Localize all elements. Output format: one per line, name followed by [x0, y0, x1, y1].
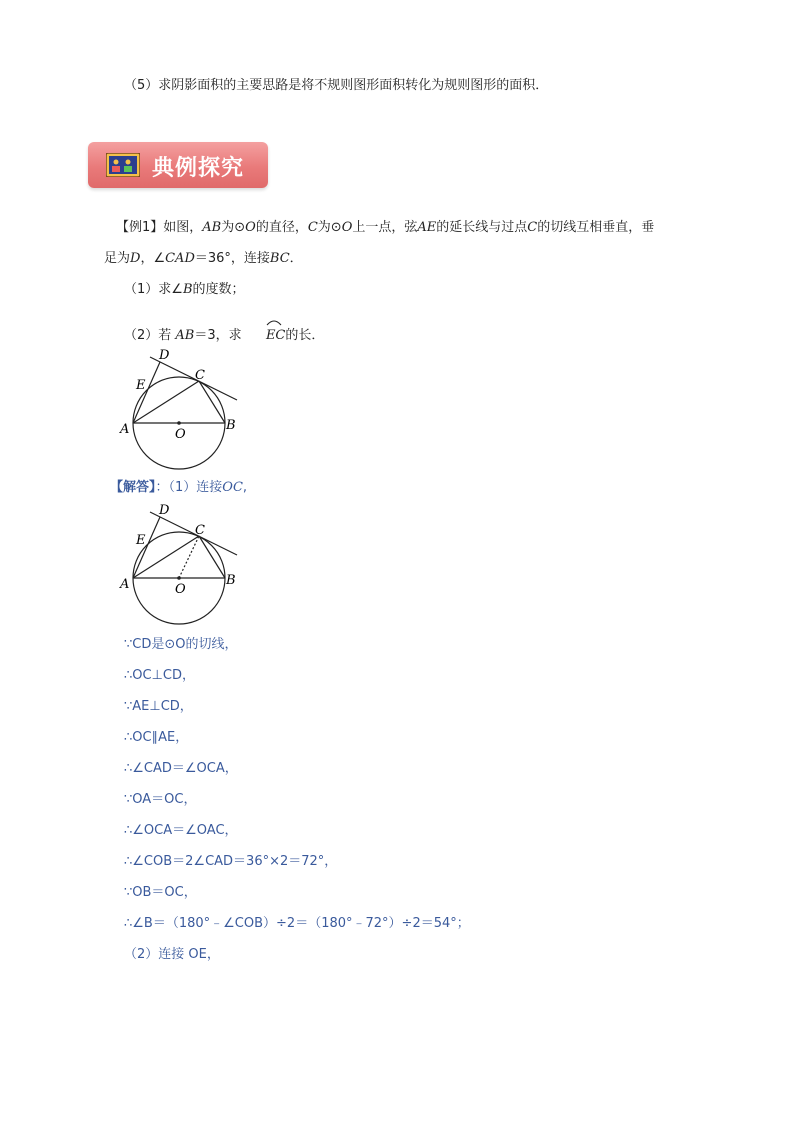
intro-line: （5）求阴影面积的主要思路是将不规则图形面积转化为规则图形的面积．	[124, 78, 549, 93]
math-var: D	[130, 251, 141, 266]
solution-line-2: ∴OC⊥CD，	[124, 668, 195, 683]
section-banner	[88, 142, 268, 188]
math-var: BC	[269, 251, 290, 266]
math-var: AB	[175, 328, 195, 343]
label-e: E	[136, 533, 146, 548]
math-var: CAD	[165, 251, 195, 266]
math-var: B	[182, 282, 193, 297]
arc-mark-icon	[266, 318, 282, 326]
solution-line-9: ∵OB＝OC，	[124, 885, 197, 900]
solution-line-10: ∴∠B＝（180°﹣∠COB）÷2＝（180°﹣72°）÷2＝54°；	[124, 916, 470, 931]
label-a: A	[120, 577, 130, 592]
math-var: EC	[265, 328, 286, 343]
solution-line-8: ∴∠COB＝2∠CAD＝36°×2＝72°，	[124, 854, 338, 869]
text: 上一点，弦	[352, 220, 418, 235]
answer-tag: 【解答】	[110, 480, 156, 495]
label-o: O	[175, 427, 186, 442]
label-b: B	[226, 418, 236, 433]
tangent-line	[150, 357, 237, 400]
text: ＝3，求	[194, 328, 242, 343]
text: ，∠	[140, 251, 166, 266]
solution-line-4: ∴OC∥AE，	[124, 730, 189, 745]
arc-ec	[266, 327, 285, 345]
math-var: O	[245, 220, 256, 235]
text: 的直径，	[255, 220, 308, 235]
text: 的长．	[285, 328, 325, 343]
answer-heading	[110, 479, 247, 497]
math-var: O	[341, 220, 353, 235]
geometry-figure-2	[115, 500, 255, 630]
label-c: C	[195, 523, 205, 538]
text: ．	[289, 251, 303, 266]
text: 如图，	[163, 220, 203, 235]
math-var: AB	[202, 220, 222, 235]
math-var: C	[527, 220, 538, 235]
text: 的切线互相垂直，垂	[537, 220, 655, 235]
label-d: D	[159, 503, 170, 518]
text: 的延长线与过点	[436, 220, 528, 235]
center-dot	[177, 576, 181, 580]
label-a: A	[120, 422, 130, 437]
text: （2）若	[124, 328, 172, 343]
text: ＝36°，连接	[194, 251, 270, 266]
text: ,	[242, 480, 248, 495]
math-var: AE	[417, 220, 437, 235]
math-var: C	[307, 220, 318, 235]
banner-title: 典例探究	[152, 156, 245, 181]
text: （1）求∠	[124, 282, 183, 297]
text: 的度数；	[192, 282, 245, 297]
example-tag: 【例1】	[116, 220, 164, 235]
label-d: D	[159, 348, 170, 363]
question-1	[124, 281, 245, 299]
solution-line-7: ∴∠OCA＝∠OAC，	[124, 823, 238, 838]
solution-line-1: ∵CD是⊙O的切线，	[124, 637, 238, 652]
example-paragraph	[104, 219, 704, 268]
label-b: B	[226, 573, 236, 588]
text: ：（1）连接	[155, 480, 223, 495]
label-o: O	[175, 582, 186, 597]
solution-line-5: ∴∠CAD＝∠OCA，	[124, 761, 238, 776]
solution-line-11: （2）连接 OE，	[124, 947, 220, 962]
geometry-figure-1	[115, 345, 255, 475]
chart-icon	[106, 153, 140, 177]
text: 为⊙	[221, 220, 246, 235]
math-var: OC	[222, 480, 243, 495]
label-e: E	[136, 378, 146, 393]
solution-line-3: ∵AE⊥CD，	[124, 699, 193, 714]
question-2	[124, 327, 324, 345]
text: 为⊙	[317, 220, 342, 235]
text: 足为	[104, 251, 131, 266]
center-dot	[177, 421, 181, 425]
solution-line-6: ∵OA＝OC，	[124, 792, 197, 807]
label-c: C	[195, 368, 205, 383]
